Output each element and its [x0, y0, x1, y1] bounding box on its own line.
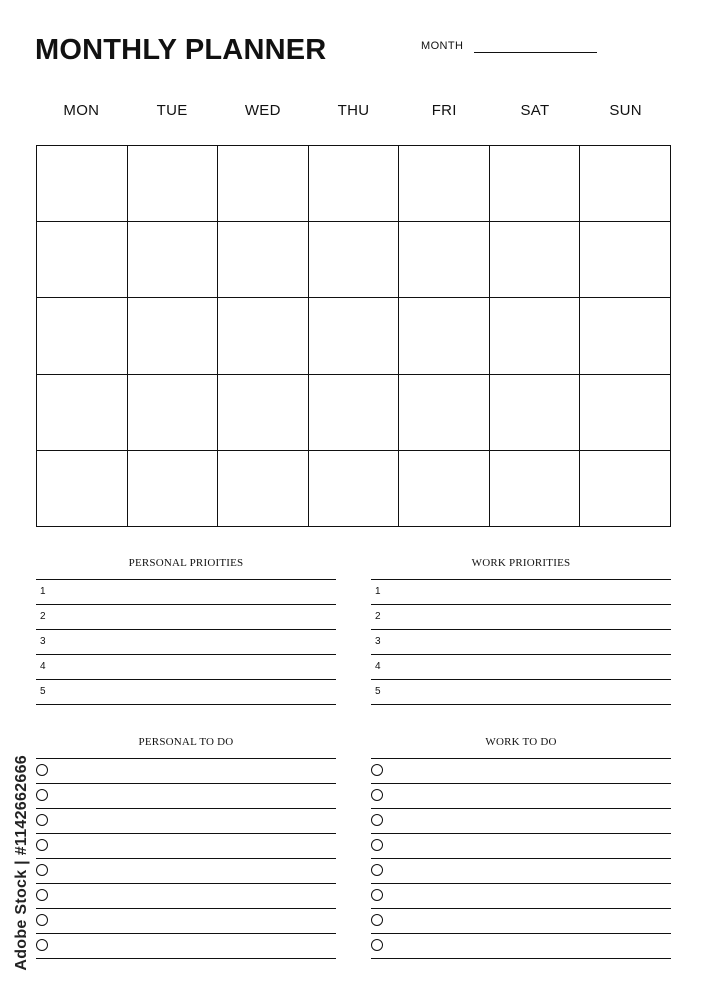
day-label-fri: FRI [431, 102, 457, 119]
calendar-day-cell [128, 146, 219, 222]
list-item [36, 580, 336, 605]
todo-item [36, 784, 336, 809]
item-number: 5 [40, 686, 46, 697]
day-label-mon: MON [63, 102, 100, 119]
item-number: 3 [40, 636, 46, 647]
work-todo-list [371, 758, 671, 959]
calendar-day-cell [37, 146, 128, 222]
month-input-line [474, 52, 597, 53]
calendar-day-cell [399, 375, 490, 451]
checkbox-circle-icon [371, 914, 383, 926]
calendar-day-cell [218, 451, 309, 527]
checkbox-circle-icon [371, 814, 383, 826]
calendar-day-cell [309, 375, 400, 451]
item-number: 2 [375, 611, 381, 622]
calendar-day-cell [218, 375, 309, 451]
checkbox-circle-icon [36, 839, 48, 851]
todo-item [371, 859, 671, 884]
calendar-day-cell [399, 451, 490, 527]
checkbox-circle-icon [36, 764, 48, 776]
todo-item [36, 859, 336, 884]
calendar-day-cell [37, 298, 128, 374]
calendar-day-cell [309, 451, 400, 527]
item-number: 4 [375, 661, 381, 672]
checkbox-circle-icon [36, 939, 48, 951]
calendar-grid [36, 145, 671, 527]
todo-item [36, 934, 336, 959]
list-item [371, 655, 671, 680]
calendar-day-cell [490, 451, 581, 527]
calendar-day-cell [399, 146, 490, 222]
calendar-day-cell [309, 298, 400, 374]
personal-todo-list [36, 758, 336, 959]
calendar-day-cell [128, 298, 219, 374]
item-number: 5 [375, 686, 381, 697]
calendar-day-cell [37, 222, 128, 298]
list-item [371, 580, 671, 605]
day-label-sun: SUN [609, 102, 642, 119]
day-label-sat: SAT [520, 102, 550, 119]
checkbox-circle-icon [371, 864, 383, 876]
todo-item [36, 834, 336, 859]
item-number: 1 [375, 586, 381, 597]
calendar-day-cell [490, 222, 581, 298]
todo-item [371, 759, 671, 784]
work-todo-title: WORK TO DO [485, 736, 557, 748]
item-number: 4 [40, 661, 46, 672]
list-item [371, 630, 671, 655]
calendar-day-cell [37, 451, 128, 527]
calendar-day-cell [309, 222, 400, 298]
todo-item [371, 834, 671, 859]
todo-item [371, 784, 671, 809]
calendar-day-cell [580, 451, 671, 527]
calendar-day-cell [399, 222, 490, 298]
list-item [371, 680, 671, 705]
todo-item [371, 934, 671, 959]
calendar-day-cell [580, 298, 671, 374]
list-item [36, 655, 336, 680]
calendar-day-cell [218, 298, 309, 374]
calendar-day-cell [399, 298, 490, 374]
todo-item [36, 909, 336, 934]
checkbox-circle-icon [371, 839, 383, 851]
calendar-day-cell [490, 146, 581, 222]
checkbox-circle-icon [371, 939, 383, 951]
month-label: MONTH [421, 40, 464, 52]
todo-item [371, 909, 671, 934]
item-number: 1 [40, 586, 46, 597]
list-item [36, 605, 336, 630]
personal-priorities-title: PERSONAL PRIOITIES [128, 557, 244, 569]
work-priorities-list [371, 579, 671, 705]
checkbox-circle-icon [36, 889, 48, 901]
calendar-day-cell [218, 146, 309, 222]
page-title: MONTHLY PLANNER [35, 34, 327, 66]
stock-credit-watermark: Adobe Stock | #1142662666 [13, 755, 30, 971]
todo-item [36, 759, 336, 784]
day-label-thu: THU [337, 102, 370, 119]
calendar-day-cell [490, 375, 581, 451]
calendar-day-cell [490, 298, 581, 374]
checkbox-circle-icon [36, 864, 48, 876]
calendar-day-cell [128, 222, 219, 298]
checkbox-circle-icon [36, 914, 48, 926]
calendar-day-cell [218, 222, 309, 298]
calendar-day-cell [128, 375, 219, 451]
calendar-day-cell [37, 375, 128, 451]
list-item [36, 680, 336, 705]
checkbox-circle-icon [371, 889, 383, 901]
list-item [36, 630, 336, 655]
calendar-day-cell [580, 222, 671, 298]
calendar-day-cell [128, 451, 219, 527]
todo-item [371, 809, 671, 834]
item-number: 3 [375, 636, 381, 647]
checkbox-circle-icon [36, 789, 48, 801]
calendar-day-cell [309, 146, 400, 222]
checkbox-circle-icon [371, 764, 383, 776]
calendar-day-cell [580, 146, 671, 222]
weekday-header [36, 102, 671, 122]
todo-item [371, 884, 671, 909]
checkbox-circle-icon [371, 789, 383, 801]
list-item [371, 605, 671, 630]
todo-item [36, 884, 336, 909]
todo-item [36, 809, 336, 834]
calendar-day-cell [580, 375, 671, 451]
personal-priorities-list [36, 579, 336, 705]
item-number: 2 [40, 611, 46, 622]
work-priorities-title: WORK PRIORITIES [471, 557, 571, 569]
day-label-tue: TUE [156, 102, 188, 119]
day-label-wed: WED [244, 102, 281, 119]
checkbox-circle-icon [36, 814, 48, 826]
personal-todo-title: PERSONAL TO DO [138, 736, 234, 748]
